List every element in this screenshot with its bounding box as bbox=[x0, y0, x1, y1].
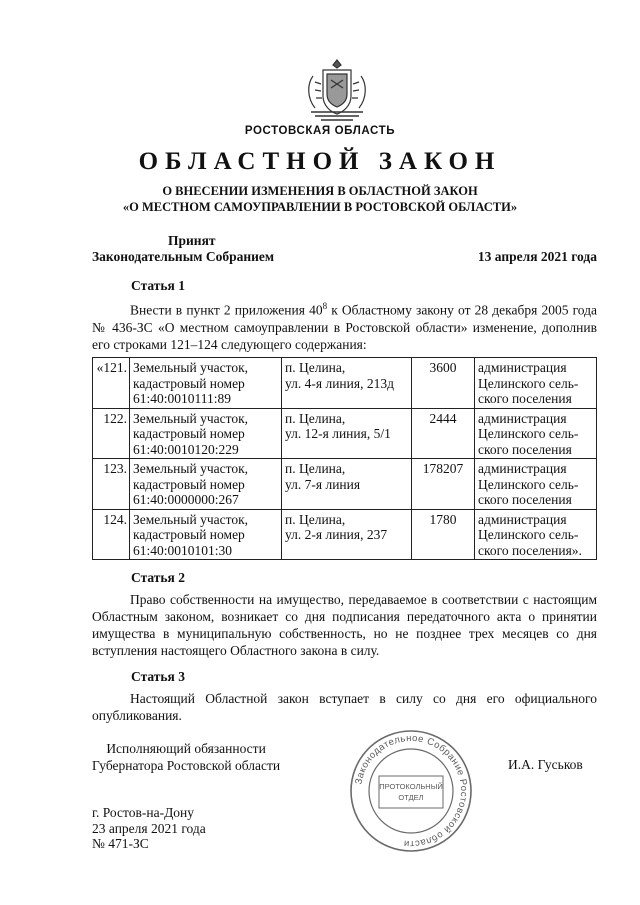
stamp-ring-text: Законодательное Собрание Ростовской области bbox=[353, 732, 470, 850]
region-name: РОСТОВСКАЯ ОБЛАСТЬ bbox=[244, 125, 396, 137]
article-2-paragraph: Право собственности на имущество, передаваемое в соответствии с настоящим Областным законом, возникает со дня подписания передаточного акта о принятии имущества в муниципальную собственность, но не позднее трех месяцев со дня вступления настоящего Областного закона в силу. bbox=[92, 592, 597, 658]
plot-owner-line: Целинского сель- bbox=[478, 527, 579, 542]
plot-owner-line: ского поселения bbox=[478, 492, 572, 507]
adoption-date: 13 апреля 2021 года bbox=[477, 249, 597, 264]
plot-address-line: ул. 2-я линия, 237 bbox=[285, 527, 388, 542]
plot-description-line: кадастровый номер bbox=[133, 527, 245, 542]
article-3-paragraph: Настоящий Областной закон вступает в силу со дня его официального опубликования. bbox=[92, 691, 597, 723]
law-subtitle bbox=[0, 183, 640, 215]
plot-owner-line: Целинского сель- bbox=[478, 426, 579, 441]
official-stamp bbox=[346, 726, 476, 856]
plot-address-line: п. Целина, bbox=[285, 410, 346, 426]
plot-description-line: кадастровый номер bbox=[133, 426, 245, 441]
land-plots-table bbox=[92, 357, 597, 560]
plot-owner-line: администрация bbox=[478, 461, 567, 476]
table-row bbox=[93, 358, 597, 409]
adopted-label: Принят bbox=[168, 233, 216, 248]
plot-owner-line: администрация bbox=[478, 410, 567, 426]
article-1-text-a: Внести в пункт 2 приложения 40 bbox=[130, 302, 323, 318]
plot-description-line: кадастровый номер bbox=[133, 375, 245, 391]
place-and-date bbox=[92, 805, 206, 852]
signatory-position bbox=[92, 740, 280, 774]
plot-description-line: Земельный участок, bbox=[133, 410, 249, 426]
plot-owner bbox=[475, 408, 597, 459]
coat-of-arms-icon bbox=[301, 56, 373, 128]
plot-description-line: Земельный участок, bbox=[133, 461, 249, 476]
article-3-text bbox=[92, 690, 597, 724]
article-1-superscript: 8 bbox=[322, 301, 328, 311]
article-2-heading: Статья 2 bbox=[131, 570, 185, 585]
sign-date: 23 апреля 2021 года bbox=[92, 820, 206, 836]
plot-address bbox=[282, 408, 412, 459]
plot-description-line: 61:40:0000000:267 bbox=[133, 492, 239, 507]
row-number: 123. bbox=[93, 459, 130, 510]
law-number: № 471-ЗС bbox=[92, 836, 149, 851]
plot-owner-line: ского поселения bbox=[478, 391, 572, 406]
table-row bbox=[93, 459, 597, 510]
plot-description bbox=[130, 408, 282, 459]
row-number: 124. bbox=[93, 509, 130, 560]
plot-address-line: ул. 7-я линия bbox=[285, 476, 361, 492]
row-number: 122. bbox=[93, 408, 130, 459]
plot-owner-line: администрация bbox=[478, 511, 567, 527]
subtitle-line-2: «О МЕСТНОМ САМОУПРАВЛЕНИИ В РОСТОВСКОЙ ОБЛАСТИ» bbox=[122, 200, 518, 214]
plot-address-line: п. Целина, bbox=[285, 511, 346, 527]
signatory-position-line-2: Губернатора Ростовской области bbox=[92, 758, 281, 773]
stamp-inner-line-1: ПРОТОКОЛЬНЫЙ bbox=[379, 782, 443, 791]
plot-description bbox=[130, 509, 282, 560]
plot-area: 3600 bbox=[412, 358, 475, 409]
article-1-text-b: к Областному закону от 28 декабря 2005 года № 436-ЗС «О местном самоуправлении в Ростовской области» изменение, дополнив его строками 121–124 следующего содержания: bbox=[92, 302, 598, 352]
table-row bbox=[93, 408, 597, 459]
plot-address-line: п. Целина, bbox=[285, 461, 346, 476]
plot-address-line: п. Целина, bbox=[285, 360, 346, 375]
plot-address-line: ул. 4-я линия, 213д bbox=[285, 375, 394, 391]
plot-description-line: кадастровый номер bbox=[133, 476, 245, 492]
plot-area: 178207 bbox=[412, 459, 475, 510]
plot-address bbox=[282, 358, 412, 409]
adopted-by: Законодательным Собранием bbox=[92, 249, 275, 264]
plot-area: 2444 bbox=[412, 408, 475, 459]
plot-owner bbox=[475, 358, 597, 409]
plot-owner-line: администрация bbox=[478, 360, 567, 375]
plot-address bbox=[282, 459, 412, 510]
plot-owner-line: Целинского сель- bbox=[478, 375, 579, 391]
law-type-title: ОБЛАСТНОЙ ЗАКОН bbox=[138, 148, 502, 175]
plot-description-line: 61:40:0010101:30 bbox=[133, 542, 233, 558]
plot-description-line: 61:40:0010111:89 bbox=[133, 391, 232, 406]
plot-address bbox=[282, 509, 412, 560]
signatory-position-line-1: Исполняющий обязанности bbox=[106, 741, 266, 756]
plot-area: 1780 bbox=[412, 509, 475, 560]
article-3-heading: Статья 3 bbox=[131, 669, 185, 684]
article-1-heading: Статья 1 bbox=[131, 278, 185, 293]
plot-description-line: 61:40:0010120:229 bbox=[133, 441, 239, 457]
plot-owner-line: ского поселения». bbox=[478, 542, 582, 558]
plot-description bbox=[130, 358, 282, 409]
article-2-text bbox=[92, 591, 597, 659]
plot-description-line: Земельный участок, bbox=[133, 511, 249, 527]
stamp-inner-line-2: ОТДЕЛ bbox=[398, 793, 424, 802]
plot-owner bbox=[475, 509, 597, 560]
plot-description bbox=[130, 459, 282, 510]
plot-owner-line: ского поселения bbox=[478, 441, 572, 457]
plot-owner bbox=[475, 459, 597, 510]
city: г. Ростов-на-Дону bbox=[92, 805, 195, 820]
row-number: «121. bbox=[93, 358, 130, 409]
signatory-name: И.А. Гуськов bbox=[508, 757, 583, 772]
article-1-text bbox=[92, 298, 597, 353]
plot-description-line: Земельный участок, bbox=[133, 360, 249, 375]
table-row bbox=[93, 509, 597, 560]
subtitle-line-1: О ВНЕСЕНИИ ИЗМЕНЕНИЯ В ОБЛАСТНОЙ ЗАКОН bbox=[162, 184, 478, 198]
plot-owner-line: Целинского сель- bbox=[478, 476, 579, 492]
plot-address-line: ул. 12-я линия, 5/1 bbox=[285, 426, 391, 441]
